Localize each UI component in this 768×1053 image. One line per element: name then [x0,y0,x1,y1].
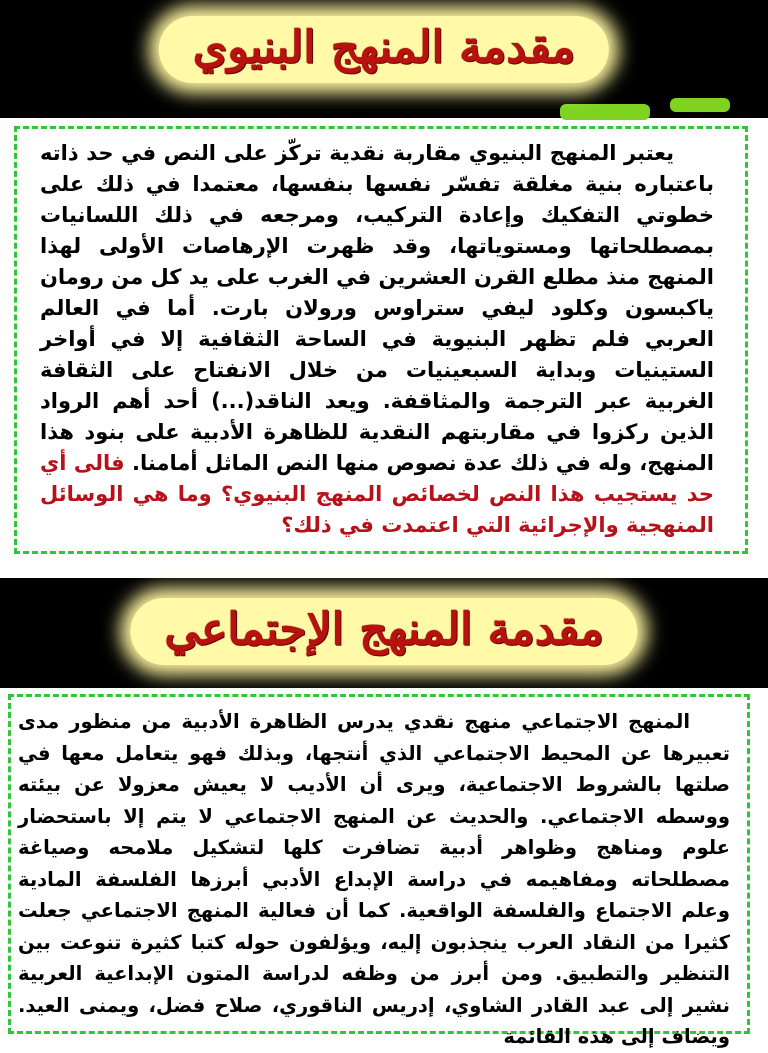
green-decoration [560,104,650,120]
question-text-structural: فالى أي حد يستجيب هذا النص لخصائص المنهج البنيوي؟ وما هي الوسائل المنهجية والإجرائية التي اعتمدت في ذلك؟ [40,451,714,537]
section-title-social: مقدمة المنهج الإجتماعي [164,604,604,655]
body-text-social: المنهج الاجتماعي منهج نقدي يدرس الظاهرة الأدبية من منظور مدى تعبيرها عن المحيط الاجتماعي الذي أنتجها، وبذلك فهو يتعامل معها في صلتها بالشروط الاجتماعية، ويرى أن الأديب لا يعيش معزولا عن بيئته ووسطه الاجتماعي. والحديث عن المنهج الاجتماعي لا يتم إلا باستحضار علوم ومناهج وظواهر أدبية تضافرت كلها لتشكيل ملامحه وصياغة مصطلحاته ومفاهيمه في دراسة الإبداع الأدبي أبرزها الفلسفة المادية وعلم الاجتماع والفلسفة الواقعية. كما أن فعالية المنهج الاجتماعي جعلت كثيرا من النقاد العرب ينجذبون إليه، ويؤلفون حوله كتبا كثيرة تنوعت بين التنظير والتطبيق. ومن أبرز من وظفه لدراسة المتون الإبداعية العربية نشير إلى عبد القادر الشاوي، إدريس الناقوري، صلاح فضل، ويمنى العيد. ويضاف إلى هذه القائمة [18,710,730,1048]
section-title-structural: مقدمة المنهج البنيوي [192,22,576,73]
title-plate-structural [159,16,609,83]
paragraph-social [18,706,730,1053]
title-plate-social [130,598,637,665]
paragraph-structural [40,138,714,541]
green-decoration [670,98,730,112]
body-text-structural: يعتبر المنهج البنيوي مقاربة نقدية تركّز على النص في حد ذاته باعتباره بنية مغلقة تفسّر نفسها بنفسها، معتمدا في ذلك على خطوتي التفكيك وإعادة التركيب، ومرجعه في ذلك اللسانيات بمصطلحاتها ومستوياتها، وقد ظهرت الإرهاصات الأولى لهذا المنهج منذ مطلع القرن العشرين في الغرب على يد كل من رومان ياكبسون وكلود ليفي ستراوس ورولان بارت. أما في العالم العربي فلم تظهر البنيوية في الساحة الثقافية إلا في أواخر الستينيات وبداية السبعينيات من خلال الانفتاح على الثقافة الغربية عبر الترجمة والمثاقفة. ويعد الناقد(...) أحد أهم الرواد الذين ركزوا في مقاربتهم النقدية للظاهرة الأدبية على بنود هذا المنهج، وله في ذلك عدة نصوص منها النص الماثل أمامنا. [40,141,715,475]
